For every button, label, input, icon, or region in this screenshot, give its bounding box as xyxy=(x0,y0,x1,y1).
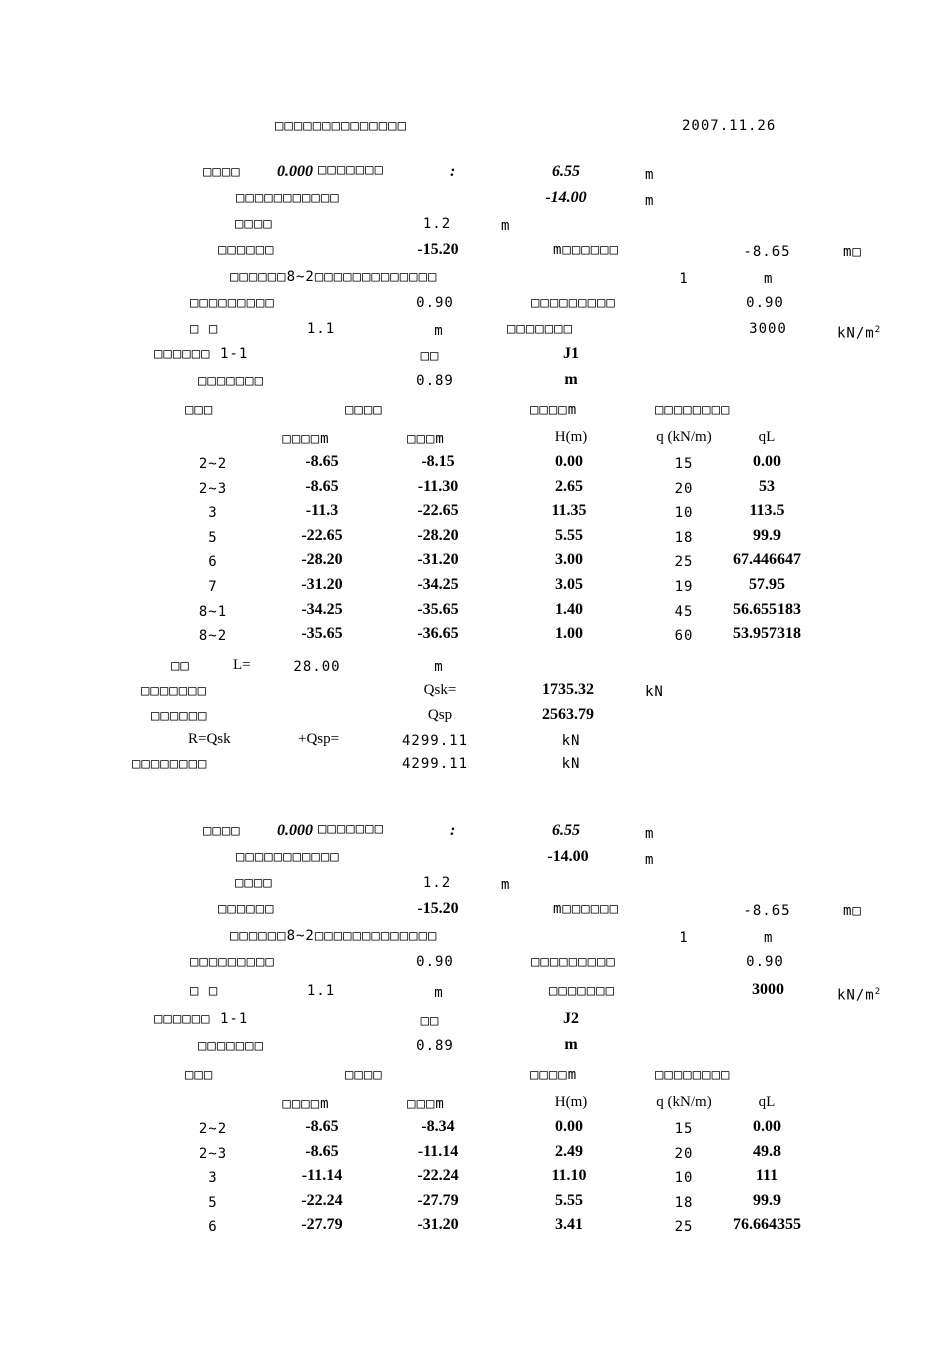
bottom-elev-cell: -11.30 xyxy=(417,477,459,495)
bearing-layer-label: □□□□□□8~2□□□□□□□□□□□□□ xyxy=(230,928,438,944)
col-header-q: q (kN/m) xyxy=(656,1094,712,1110)
final-value: 4299.11 xyxy=(401,756,469,772)
col-header-h: H(m) xyxy=(554,429,588,445)
col-header-top: □□□□m xyxy=(282,431,330,447)
bottom-elev-cell: -22.65 xyxy=(417,502,459,520)
qsp-eq: Qsp xyxy=(427,707,453,723)
section-label: □□□□□□ 1-1 xyxy=(154,346,249,362)
pile-id: J2 xyxy=(563,1010,579,1027)
friction-cell: 10 xyxy=(674,505,694,522)
top-elev-cell: -8.65 xyxy=(305,1118,339,1135)
col-header-friction: □□□□□□□□ xyxy=(655,1067,731,1083)
end-resistance-unit: $kN/m^2$ xyxy=(837,325,882,342)
pile-length-unit: m xyxy=(434,659,444,675)
col-header-top: □□□□m xyxy=(282,1096,330,1112)
top-elev-cell: -11.3 xyxy=(305,502,339,520)
pile-length-value: 28.00 xyxy=(293,659,341,675)
thickness-cell: 0.00 xyxy=(555,453,583,470)
r-value: 4299.11 xyxy=(401,733,469,749)
col-header-thick: □□□□m xyxy=(530,1067,578,1083)
col-header-h: H(m) xyxy=(554,1094,588,1110)
colon: : xyxy=(450,822,456,839)
perimeter-label: □□□□□□□ xyxy=(198,1038,265,1054)
final-unit: kN xyxy=(561,756,581,772)
zero-elevation: 0.000 xyxy=(277,163,313,180)
cap-thickness-value: 1.2 xyxy=(422,216,452,232)
layer-cell: 8~2 xyxy=(198,628,228,645)
col-header-elev: □□□□ xyxy=(345,402,383,418)
pile-id: J1 xyxy=(563,345,579,362)
end-resistance-unit: $kN/m^2$ xyxy=(837,987,882,1004)
ground-elev-value: 6.55 xyxy=(552,822,580,839)
cap-bottom-value: -15.20 xyxy=(417,900,459,917)
ground-elev-label-a: □□□□ xyxy=(203,164,241,180)
col-header-bottom: □□□m xyxy=(407,1096,445,1112)
top-elev-cell: -11.14 xyxy=(301,1167,343,1185)
pile-top-value: -14.00 xyxy=(547,848,589,865)
zero-elevation: 0.000 xyxy=(277,822,313,839)
ground-elev-value: 6.55 xyxy=(552,163,580,180)
ql-cell: 67.446647 xyxy=(733,551,801,569)
thickness-cell: 1.00 xyxy=(555,625,583,643)
section-label: □□□□□□ 1-1 xyxy=(154,1011,249,1027)
ql-cell: 76.664355 xyxy=(733,1216,801,1234)
factor-value-2: 0.90 xyxy=(746,954,784,970)
bearing-layer-value: 1 xyxy=(679,930,689,946)
top-elev-cell: -27.79 xyxy=(301,1216,343,1234)
ground-elev-label-b: □□□□□□□ xyxy=(318,821,385,837)
pile-diameter-label: □ □ xyxy=(190,983,219,999)
thickness-cell: 5.55 xyxy=(555,1191,583,1209)
friction-cell: 19 xyxy=(674,579,694,595)
cap-thickness-label: □□□□ xyxy=(235,216,273,232)
qsk-unit: kN xyxy=(645,684,664,700)
layer-cell: 5 xyxy=(208,529,218,546)
ql-cell: 111 xyxy=(755,1167,779,1185)
qsp-value: 2563.79 xyxy=(542,706,594,723)
bottom-elev-cell: -31.20 xyxy=(417,1216,459,1234)
friction-cell: 20 xyxy=(674,480,694,497)
friction-cell: 15 xyxy=(674,456,694,472)
col-header-elev: □□□□ xyxy=(345,1067,383,1083)
cap-bottom-mid: m□□□□□□ xyxy=(553,242,620,258)
ql-cell: 0.00 xyxy=(753,1118,781,1135)
end-resistance-label: □□□□□□□ xyxy=(507,321,574,337)
qsk-label: □□□□□□□ xyxy=(141,683,208,699)
pile-diameter-unit: m xyxy=(434,323,444,339)
ql-cell: 49.8 xyxy=(753,1142,781,1160)
col-header-friction: □□□□□□□□ xyxy=(655,402,731,418)
ground-elev-unit: m xyxy=(645,167,655,183)
thickness-cell: 1.40 xyxy=(555,600,583,618)
bottom-elev-cell: -31.20 xyxy=(417,551,459,569)
top-elev-cell: -28.20 xyxy=(301,551,343,569)
factor-label-2: □□□□□□□□□ xyxy=(531,295,616,311)
col-header-bottom: □□□m xyxy=(407,431,445,447)
layer-cell: 8~1 xyxy=(198,603,228,620)
layer-cell: 2~3 xyxy=(198,480,228,497)
ground-elev-label-b: □□□□□□□ xyxy=(318,162,385,178)
qsk-eq: Qsk= xyxy=(423,682,457,698)
top-elev-cell: -31.20 xyxy=(301,576,343,593)
layer-cell: 2~3 xyxy=(198,1145,228,1162)
thickness-cell: 0.00 xyxy=(555,1118,583,1135)
friction-cell: 60 xyxy=(674,628,694,645)
perimeter-unit: m xyxy=(564,371,578,388)
pile-top-unit: m xyxy=(645,852,655,868)
layer-cell: 2~2 xyxy=(198,456,228,472)
r-formula-a: R=Qsk xyxy=(188,731,231,747)
ground-elev-unit: m xyxy=(645,826,655,842)
perimeter-value: 0.89 xyxy=(416,1038,454,1054)
pile-label: □□ xyxy=(420,1013,440,1029)
factor-value-1: 0.90 xyxy=(416,954,454,970)
pile-diameter-unit: m xyxy=(434,985,444,1001)
factor-label-2: □□□□□□□□□ xyxy=(531,954,616,970)
thickness-cell: 11.35 xyxy=(551,502,587,520)
top-elev-cell: -34.25 xyxy=(301,600,343,618)
pile-diameter-value: 1.1 xyxy=(306,321,336,337)
cap-bottom-mid: m□□□□□□ xyxy=(553,901,620,917)
bearing-layer-value: 1 xyxy=(679,271,689,287)
cap-bottom-label: □□□□□□ xyxy=(218,901,275,917)
layer-cell: 5 xyxy=(208,1194,218,1211)
layer-cell: 7 xyxy=(208,579,218,595)
bottom-elev-cell: -8.34 xyxy=(421,1118,455,1135)
thickness-cell: 2.49 xyxy=(555,1142,583,1160)
col-header-layer: □□□ xyxy=(185,402,214,418)
cap-thickness-unit: m xyxy=(501,218,511,234)
top-elev-cell: -35.65 xyxy=(301,625,343,643)
top-elev-cell: -22.65 xyxy=(301,526,343,544)
colon: : xyxy=(450,163,456,180)
friction-cell: 18 xyxy=(674,1194,694,1211)
page-title: □□□□□□□□□□□□□□ xyxy=(275,118,408,134)
thickness-cell: 3.00 xyxy=(555,551,583,569)
friction-cell: 25 xyxy=(674,1219,694,1236)
ql-cell: 53 xyxy=(759,477,775,495)
top-elev-cell: -8.65 xyxy=(305,453,339,470)
bearing-layer-label: □□□□□□8~2□□□□□□□□□□□□□ xyxy=(230,269,438,285)
col-header-ql: qL xyxy=(758,429,776,445)
layer-cell: 3 xyxy=(208,505,218,522)
ql-cell: 57.95 xyxy=(749,576,785,593)
factor-value-2: 0.90 xyxy=(746,295,784,311)
end-resistance-label: □□□□□□□ xyxy=(549,983,616,999)
cap-bottom-label: □□□□□□ xyxy=(218,242,275,258)
layer-cell: 6 xyxy=(208,1219,218,1236)
pile-top-label: □□□□□□□□□□□ xyxy=(236,190,340,206)
layer-cell: 6 xyxy=(208,554,218,571)
ql-cell: 53.957318 xyxy=(733,625,801,643)
friction-cell: 15 xyxy=(674,1121,694,1137)
ql-cell: 99.9 xyxy=(753,526,781,544)
bottom-elev-cell: -34.25 xyxy=(417,576,459,593)
pile-length-eq: L= xyxy=(233,657,251,673)
final-label: □□□□□□□□ xyxy=(132,756,208,772)
r-formula-b: +Qsp= xyxy=(298,731,340,747)
r-unit: kN xyxy=(561,733,581,749)
bottom-elev-cell: -36.65 xyxy=(417,625,459,643)
bottom-elev-cell: -11.14 xyxy=(417,1142,459,1160)
col-header-ql: qL xyxy=(758,1094,776,1110)
document-date: 2007.11.26 xyxy=(682,118,777,134)
cap-thickness-label: □□□□ xyxy=(235,875,273,891)
layer-cell: 3 xyxy=(208,1170,218,1187)
top-elev-cell: -22.24 xyxy=(301,1191,343,1209)
layer-cell: 2~2 xyxy=(198,1121,228,1137)
ql-cell: 56.655183 xyxy=(733,600,801,618)
pile-top-label: □□□□□□□□□□□ xyxy=(236,849,340,865)
bottom-elev-cell: -28.20 xyxy=(417,526,459,544)
ground-elev-label-a: □□□□ xyxy=(203,823,241,839)
thickness-cell: 11.10 xyxy=(551,1167,587,1185)
end-resistance-value: 3000 xyxy=(752,981,784,998)
factor-label-1: □□□□□□□□□ xyxy=(190,295,275,311)
cap-bottom-value2: -8.65 xyxy=(743,903,791,919)
thickness-cell: 3.05 xyxy=(555,576,583,593)
pile-length-label: □□ xyxy=(171,658,190,674)
cap-bottom-unit2: m□ xyxy=(843,244,862,260)
pile-top-value: -14.00 xyxy=(545,189,587,206)
ql-cell: 0.00 xyxy=(753,453,781,470)
cap-bottom-value: -15.20 xyxy=(417,241,459,258)
thickness-cell: 5.55 xyxy=(555,526,583,544)
friction-cell: 25 xyxy=(674,554,694,571)
perimeter-label: □□□□□□□ xyxy=(198,373,265,389)
cap-thickness-unit: m xyxy=(501,877,511,893)
col-header-layer: □□□ xyxy=(185,1067,214,1083)
pile-diameter-value: 1.1 xyxy=(306,983,336,999)
bottom-elev-cell: -22.24 xyxy=(417,1167,459,1185)
pile-diameter-label: □ □ xyxy=(190,321,219,337)
perimeter-unit: m xyxy=(564,1036,578,1053)
qsk-value: 1735.32 xyxy=(542,681,594,698)
col-header-thick: □□□□m xyxy=(530,402,578,418)
qsp-label: □□□□□□ xyxy=(151,708,208,724)
perimeter-value: 0.89 xyxy=(416,373,454,389)
pile-label: □□ xyxy=(420,348,440,364)
friction-cell: 10 xyxy=(674,1170,694,1187)
top-elev-cell: -8.65 xyxy=(305,477,339,495)
cap-thickness-value: 1.2 xyxy=(422,875,452,891)
pile-top-unit: m xyxy=(645,193,655,209)
col-header-q: q (kN/m) xyxy=(656,429,712,445)
thickness-cell: 2.65 xyxy=(555,477,583,495)
friction-cell: 18 xyxy=(674,529,694,546)
thickness-cell: 3.41 xyxy=(555,1216,583,1234)
top-elev-cell: -8.65 xyxy=(305,1142,339,1160)
bottom-elev-cell: -8.15 xyxy=(421,453,455,470)
bearing-layer-unit: m xyxy=(764,930,774,946)
bottom-elev-cell: -27.79 xyxy=(417,1191,459,1209)
end-resistance-value: 3000 xyxy=(749,321,787,337)
bottom-elev-cell: -35.65 xyxy=(417,600,459,618)
cap-bottom-value2: -8.65 xyxy=(743,244,791,260)
cap-bottom-unit2: m□ xyxy=(843,903,862,919)
factor-value-1: 0.90 xyxy=(416,295,454,311)
factor-label-1: □□□□□□□□□ xyxy=(190,954,275,970)
ql-cell: 99.9 xyxy=(753,1191,781,1209)
friction-cell: 20 xyxy=(674,1145,694,1162)
bearing-layer-unit: m xyxy=(764,271,774,287)
ql-cell: 113.5 xyxy=(749,502,785,520)
friction-cell: 45 xyxy=(674,603,694,620)
